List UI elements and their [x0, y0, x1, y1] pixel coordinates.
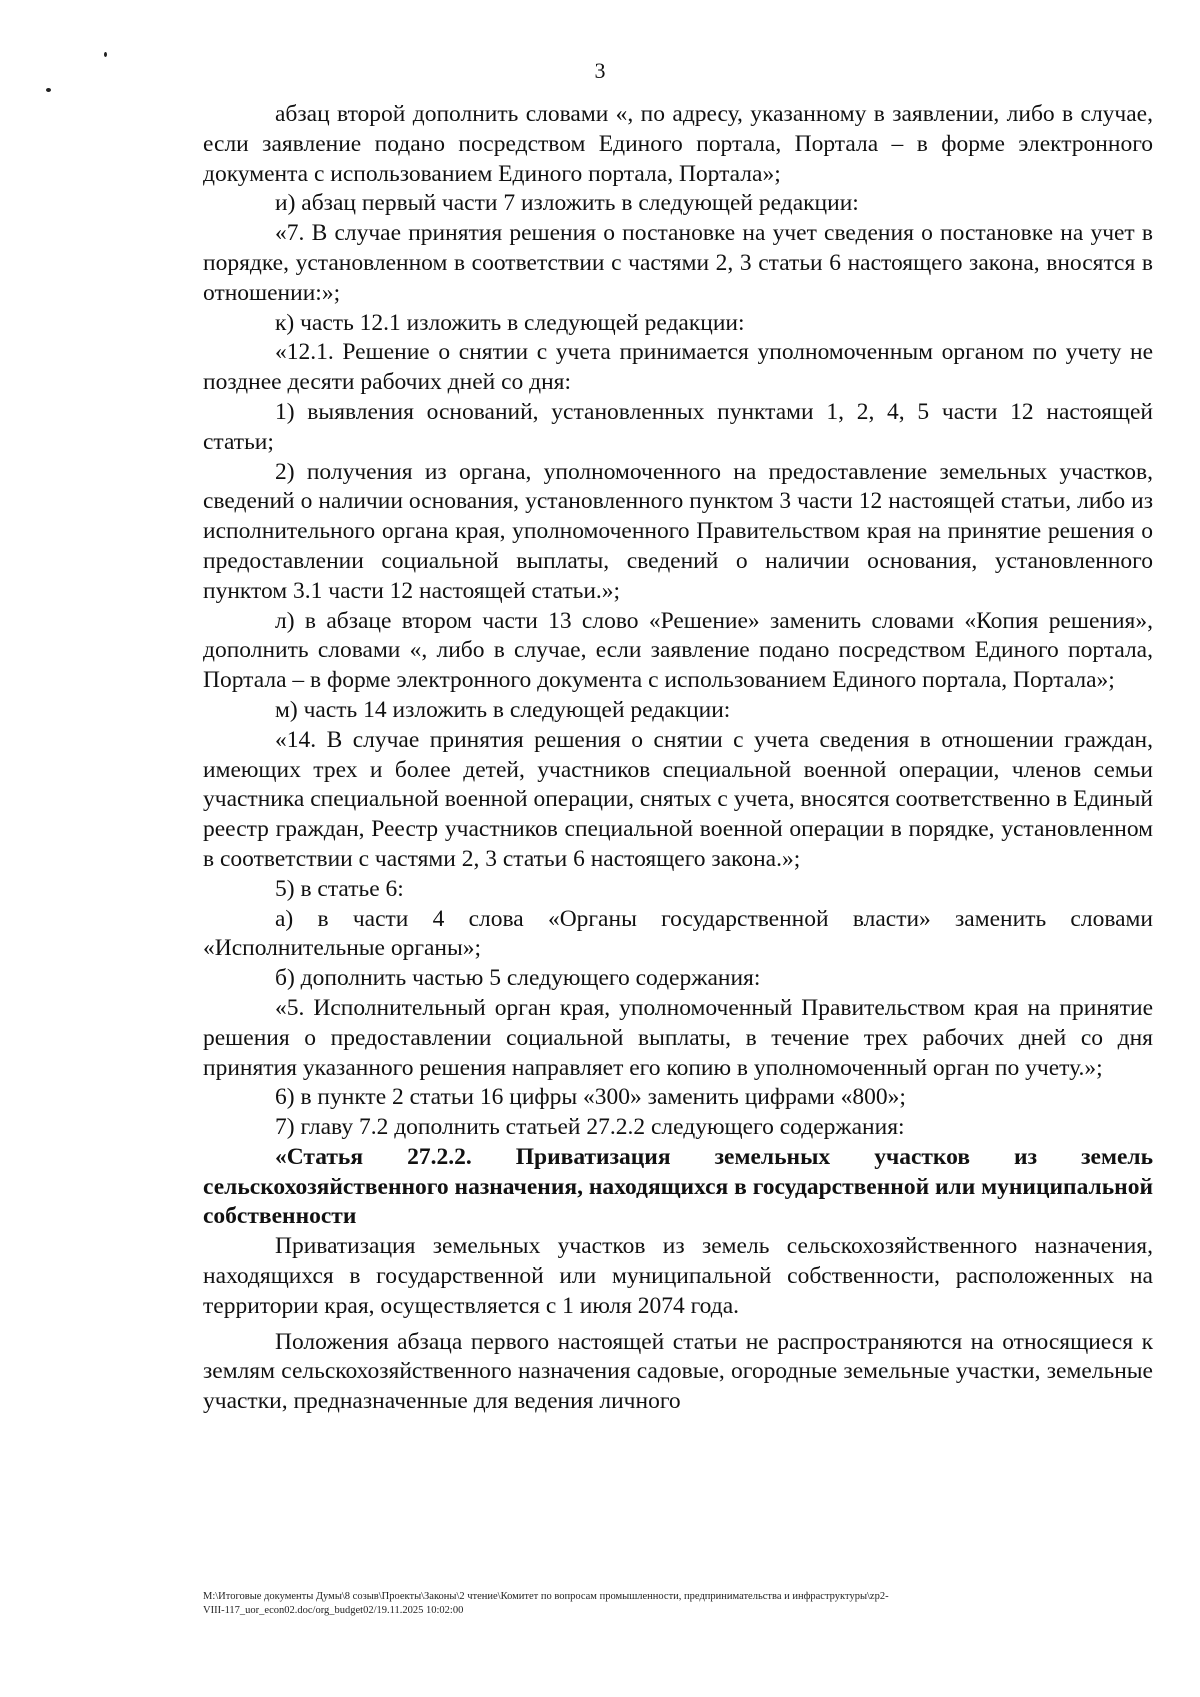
- paragraph: «12.1. Решение о снятии с учета принимается уполномоченным органом по учету не позднее десяти рабочих дней со дня:: [203, 339, 1153, 396]
- page-number: 3: [594, 58, 606, 83]
- paragraph: и) абзац первый части 7 изложить в следующей редакции:: [275, 190, 859, 217]
- paragraph: 1) выявления оснований, установленных пунктами 1, 2, 4, 5 части 12 настоящей статьи;: [203, 398, 1153, 455]
- paragraph: б) дополнить частью 5 следующего содержания:: [275, 965, 761, 992]
- file-path-footer: [203, 1590, 1163, 1618]
- paragraph: 6) в пункте 2 статьи 16 цифры «300» заменить цифрами «800»;: [275, 1084, 906, 1111]
- paragraph: л) в абзаце втором части 13 слово «Решение» заменить словами «Копия решения», дополнить словами «, либо в случае, если заявление подано посредством Единого портала, Портала – в форме электронного документа с использованием Единого портала, Портала»;: [203, 607, 1153, 694]
- paragraph: а) в части 4 слова «Органы государственной власти» заменить словами «Исполнительные органы»;: [203, 905, 1153, 962]
- paragraph: 5) в статье 6:: [275, 875, 404, 902]
- paragraph: 2) получения из органа, уполномоченного на предоставление земельных участков, сведений о наличии основания, установленного пунктом 3 части 12 настоящей статьи, либо из исполнительного органа края, уполномоченного Правительством края на принятие решения о предоставлении социальной выплаты, сведений о наличии основания, установленного пунктом 3.1 части 12 настоящей статьи.»;: [203, 458, 1153, 604]
- article-paragraph: Приватизация земельных участков из земель сельскохозяйственного назначения, находящихся в государственной или муниципальной собственности, расположенных на территории края, осуществляется с 1 июля 2074 года.: [203, 1233, 1153, 1319]
- footer-path-line: VIII-117_uor_econ02.doc/org_budget02/19.11.2025 10:02:00: [203, 1605, 464, 1616]
- article-paragraph: Положения абзаца первого настоящей статьи не распространяются на относящиеся к землям сельскохозяйственного назначения садовые, огородные земельные участки, земельные участки, предназначенные для ведения личного: [203, 1328, 1153, 1415]
- document-body: [203, 100, 1153, 1417]
- paragraph: «7. В случае принятия решения о постановке на учет сведения о постановке на учет в порядке, установленном в соответствии с частями 2, 3 статьи 6 настоящего закона, вносятся в отношении:»;: [203, 220, 1153, 306]
- scan-speck: [104, 52, 107, 57]
- paragraph: абзац второй дополнить словами «, по адресу, указанному в заявлении, либо в случае, если заявление подано посредством Единого портала, Портала – в форме электронного документа с использованием Единого портала, Портала»;: [203, 101, 1153, 187]
- paragraph: м) часть 14 изложить в следующей редакции:: [275, 696, 731, 723]
- paragraph: «14. В случае принятия решения о снятии с учета сведения в отношении граждан, имеющих трех и более детей, участников специальной военной операции, членов семьи участника специальной военной операции, снятых с учета, вносятся соответственно в Единый реестр граждан, Реестр участников специальной военной операции в порядке, установленном в соответствии с частями 2, 3 статьи 6 настоящего закона.»;: [203, 726, 1153, 872]
- paragraph: к) часть 12.1 изложить в следующей редакции:: [275, 309, 745, 336]
- article-heading: «Статья 27.2.2. Приватизация земельных участков из земель сельскохозяйственного назначения, находящихся в государственной или муниципальной собственности: [203, 1143, 1153, 1230]
- scan-speck: [46, 88, 51, 92]
- paragraph: 7) главу 7.2 дополнить статьей 27.2.2 следующего содержания:: [275, 1114, 905, 1141]
- paragraph: «5. Исполнительный орган края, уполномоченный Правительством края на принятие решения о предоставлении социальной выплаты, в течение трех рабочих дней со дня принятия указанного решения направляет его копию в уполномоченный орган по учету.»;: [203, 994, 1153, 1081]
- footer-path-line: М:\Итоговые документы Думы\8 созыв\Проекты\Законы\2 чтение\Комитет по вопросам промышленности, предпринимательства и инфраструктуры\zp2-: [203, 1591, 889, 1602]
